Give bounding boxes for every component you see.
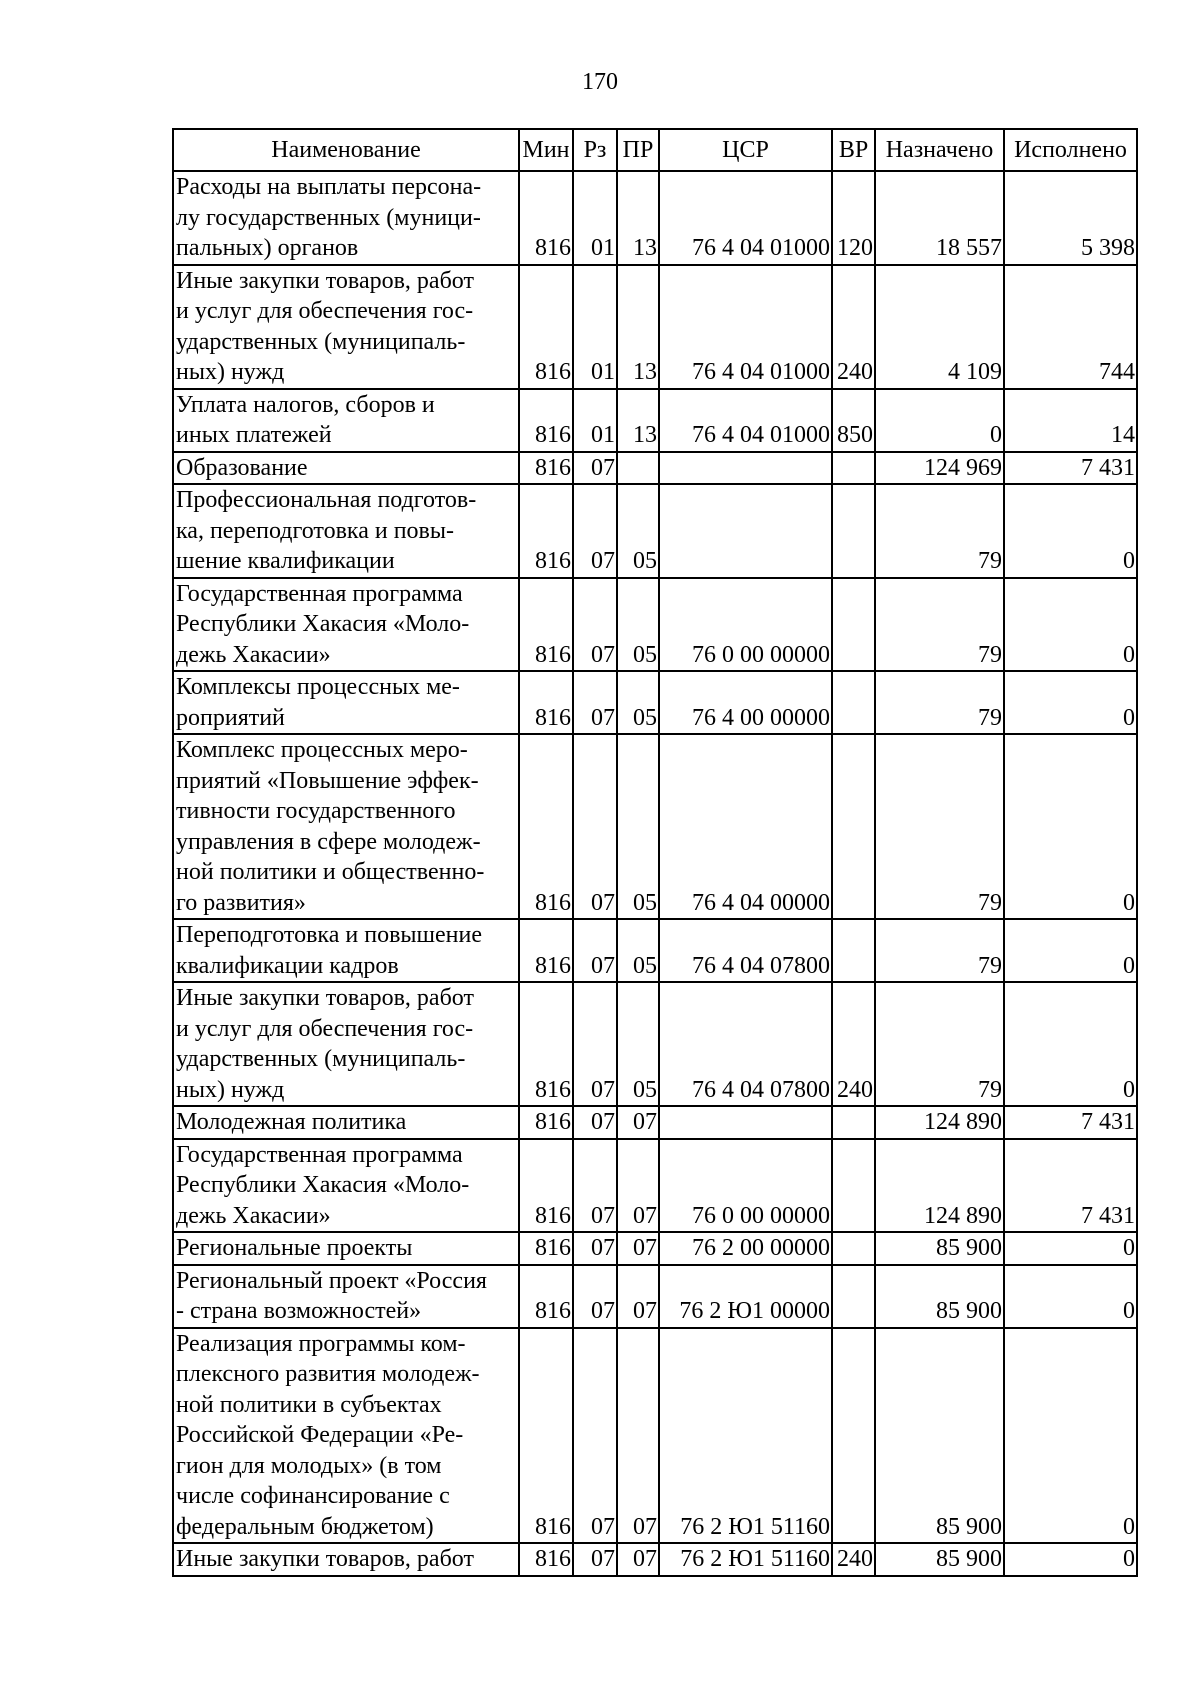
cell-csr: 76 4 04 01000 (659, 389, 832, 452)
cell-vr (832, 1139, 875, 1233)
cell-csr: 76 4 04 01000 (659, 171, 832, 265)
name-line: - страна возможностей» (176, 1298, 422, 1324)
table-row (173, 1139, 1137, 1233)
cell-min: 816 (519, 1106, 573, 1139)
cell-csr: 76 4 00 00000 (659, 671, 832, 734)
name-line: и услуг для обеспечения гос- (176, 1015, 474, 1042)
name-line: ных) нужд (176, 359, 285, 385)
cell-assigned: 79 (875, 919, 1004, 982)
cell-vr (832, 1106, 875, 1139)
header-executed: Исполнено (1004, 129, 1137, 171)
cell-min: 816 (519, 1139, 573, 1233)
name-line: ударственных (муниципаль- (176, 328, 466, 355)
cell-name (173, 1265, 519, 1328)
cell-assigned: 124 890 (875, 1106, 1004, 1139)
cell-rz: 07 (573, 734, 617, 919)
name-line: гион для молодых» (в том (176, 1452, 442, 1479)
table-row (173, 1265, 1137, 1328)
cell-min: 816 (519, 1232, 573, 1265)
header-csr: ЦСР (659, 129, 832, 171)
name-line: ной политики в субъектах (176, 1391, 442, 1418)
cell-name (173, 389, 519, 452)
cell-assigned: 124 890 (875, 1139, 1004, 1233)
name-line: Иные закупки товаров, работ (176, 985, 474, 1011)
name-line: и услуг для обеспечения гос- (176, 298, 474, 324)
cell-pr: 05 (617, 982, 659, 1106)
table-row (173, 982, 1137, 1106)
name-line: тивности государственного (176, 798, 456, 824)
cell-assigned: 85 900 (875, 1232, 1004, 1265)
cell-name (173, 919, 519, 982)
cell-executed: 0 (1004, 1328, 1137, 1544)
cell-assigned: 124 969 (875, 452, 1004, 485)
name-line: Государственная программа (176, 1141, 463, 1168)
cell-assigned: 79 (875, 982, 1004, 1106)
cell-min: 816 (519, 1328, 573, 1544)
table-row (173, 919, 1137, 982)
cell-csr: 76 4 04 07800 (659, 919, 832, 982)
cell-pr: 05 (617, 734, 659, 919)
cell-executed: 7 431 (1004, 452, 1137, 485)
name-line: ной политики и общественно- (176, 859, 485, 885)
cell-executed: 5 398 (1004, 171, 1137, 265)
name-line: Региональные проекты (176, 1235, 413, 1261)
cell-csr: 76 2 00 00000 (659, 1232, 832, 1265)
name-line: ударственных (муниципаль- (176, 1046, 466, 1072)
table-row (173, 734, 1137, 919)
cell-executed: 7 431 (1004, 1139, 1137, 1233)
name-line: Иные закупки товаров, работ (176, 1546, 474, 1572)
cell-name (173, 671, 519, 734)
name-line: Образование (176, 454, 308, 481)
cell-vr (832, 1265, 875, 1328)
cell-executed: 0 (1004, 484, 1137, 578)
cell-pr: 05 (617, 484, 659, 578)
name-line: Республики Хакасия «Моло- (176, 611, 470, 637)
name-line: Комплекс процессных меро- (176, 737, 468, 763)
cell-vr: 240 (832, 265, 875, 389)
cell-name (173, 1328, 519, 1544)
table-row (173, 1232, 1137, 1265)
cell-executed: 0 (1004, 982, 1137, 1106)
name-line: Региональный проект «Россия (176, 1267, 487, 1294)
cell-name (173, 578, 519, 672)
cell-name (173, 982, 519, 1106)
cell-pr: 05 (617, 671, 659, 734)
cell-pr: 07 (617, 1232, 659, 1265)
header-name: Наименование (173, 129, 519, 171)
table-body (173, 171, 1137, 1576)
cell-executed: 744 (1004, 265, 1137, 389)
table-row (173, 389, 1137, 452)
cell-vr: 120 (832, 171, 875, 265)
cell-executed: 0 (1004, 1232, 1137, 1265)
cell-pr: 07 (617, 1139, 659, 1233)
cell-csr: 76 2 Ю1 00000 (659, 1265, 832, 1328)
cell-vr (832, 1232, 875, 1265)
table-row (173, 452, 1137, 485)
cell-rz: 07 (573, 982, 617, 1106)
name-line: ка, переподготовка и повы- (176, 517, 454, 544)
cell-name (173, 452, 519, 485)
page-number: 170 (582, 69, 618, 95)
table-row (173, 578, 1137, 672)
cell-vr: 240 (832, 1543, 875, 1576)
cell-rz: 07 (573, 671, 617, 734)
name-line: пальных) органов (176, 235, 359, 261)
cell-assigned: 18 557 (875, 171, 1004, 265)
name-line: дежь Хакасии» (176, 641, 331, 668)
name-line: квалификации кадров (176, 952, 399, 979)
cell-assigned: 0 (875, 389, 1004, 452)
cell-vr (832, 1328, 875, 1544)
name-line: Государственная программа (176, 580, 463, 607)
cell-rz: 07 (573, 452, 617, 485)
cell-assigned: 79 (875, 671, 1004, 734)
cell-min: 816 (519, 484, 573, 578)
header-min: Мин (519, 129, 573, 171)
cell-rz: 07 (573, 1265, 617, 1328)
name-line: ных) нужд (176, 1076, 285, 1103)
cell-rz: 07 (573, 1328, 617, 1544)
cell-vr: 850 (832, 389, 875, 452)
cell-pr: 07 (617, 1543, 659, 1576)
cell-min: 816 (519, 1543, 573, 1576)
cell-name (173, 1232, 519, 1265)
cell-pr (617, 452, 659, 485)
cell-csr: 76 2 Ю1 51160 (659, 1328, 832, 1544)
name-line: иных платежей (176, 422, 332, 448)
header-rz: Рз (573, 129, 617, 171)
cell-csr (659, 484, 832, 578)
name-line: Расходы на выплаты персона- (176, 174, 482, 200)
cell-min: 816 (519, 452, 573, 485)
name-line: Реализация программы ком- (176, 1330, 466, 1357)
table-row (173, 265, 1137, 389)
name-line: лу государственных (муници- (176, 204, 481, 231)
name-line: Российской Федерации «Ре- (176, 1422, 464, 1448)
cell-vr (832, 919, 875, 982)
header-assigned: Назначено (875, 129, 1004, 171)
table-row (173, 484, 1137, 578)
cell-csr: 76 2 Ю1 51160 (659, 1543, 832, 1576)
name-line: приятий «Повышение эффек- (176, 767, 479, 794)
header-vr: ВР (832, 129, 875, 171)
name-line: Республики Хакасия «Моло- (176, 1172, 470, 1198)
name-line: Молодежная политика (176, 1109, 407, 1135)
table-header-row (173, 129, 1137, 171)
cell-csr: 76 4 04 00000 (659, 734, 832, 919)
name-line: роприятий (176, 704, 285, 731)
name-line: числе софинансирование с (176, 1483, 450, 1509)
cell-vr (832, 484, 875, 578)
cell-name (173, 484, 519, 578)
cell-name (173, 171, 519, 265)
cell-assigned: 79 (875, 734, 1004, 919)
header-pr: ПР (617, 129, 659, 171)
name-line: дежь Хакасии» (176, 1202, 331, 1229)
cell-min: 816 (519, 1265, 573, 1328)
cell-csr: 76 4 04 07800 (659, 982, 832, 1106)
cell-pr: 13 (617, 389, 659, 452)
cell-name (173, 265, 519, 389)
cell-rz: 07 (573, 578, 617, 672)
table-row (173, 1328, 1137, 1544)
name-line: го развития» (176, 889, 306, 916)
cell-name (173, 1543, 519, 1576)
budget-table (172, 128, 1138, 1577)
table-row (173, 671, 1137, 734)
cell-rz: 07 (573, 1139, 617, 1233)
cell-executed: 0 (1004, 1265, 1137, 1328)
cell-min: 816 (519, 671, 573, 734)
name-line: Уплата налогов, сборов и (176, 391, 435, 418)
cell-min: 816 (519, 982, 573, 1106)
table-row (173, 1106, 1137, 1139)
cell-rz: 01 (573, 265, 617, 389)
name-line: Профессиональная подготов- (176, 487, 477, 513)
cell-min: 816 (519, 578, 573, 672)
name-line: Иные закупки товаров, работ (176, 267, 474, 294)
cell-pr: 07 (617, 1328, 659, 1544)
cell-rz: 01 (573, 171, 617, 265)
cell-name (173, 734, 519, 919)
name-line: Переподготовка и повышение (176, 922, 482, 948)
cell-rz: 07 (573, 1543, 617, 1576)
cell-rz: 07 (573, 484, 617, 578)
cell-csr: 76 0 00 00000 (659, 1139, 832, 1233)
cell-rz: 07 (573, 1232, 617, 1265)
name-line: управления в сфере молодеж- (176, 828, 481, 855)
cell-pr: 05 (617, 919, 659, 982)
cell-vr (832, 578, 875, 672)
cell-vr: 240 (832, 982, 875, 1106)
cell-name (173, 1139, 519, 1233)
name-line: плексного развития молодеж- (176, 1361, 480, 1387)
cell-executed: 0 (1004, 578, 1137, 672)
cell-vr (832, 671, 875, 734)
name-line: шение квалификации (176, 548, 395, 574)
cell-assigned: 79 (875, 578, 1004, 672)
cell-assigned: 85 900 (875, 1265, 1004, 1328)
cell-executed: 0 (1004, 734, 1137, 919)
cell-rz: 07 (573, 1106, 617, 1139)
cell-min: 816 (519, 389, 573, 452)
cell-csr: 76 0 00 00000 (659, 578, 832, 672)
cell-pr: 13 (617, 265, 659, 389)
cell-pr: 13 (617, 171, 659, 265)
cell-min: 816 (519, 265, 573, 389)
name-line: федеральным бюджетом) (176, 1513, 434, 1540)
cell-assigned: 79 (875, 484, 1004, 578)
cell-assigned: 85 900 (875, 1328, 1004, 1544)
cell-csr: 76 4 04 01000 (659, 265, 832, 389)
cell-vr (832, 452, 875, 485)
cell-executed: 0 (1004, 1543, 1137, 1576)
cell-executed: 7 431 (1004, 1106, 1137, 1139)
cell-vr (832, 734, 875, 919)
cell-assigned: 85 900 (875, 1543, 1004, 1576)
table-row (173, 171, 1137, 265)
cell-executed: 0 (1004, 671, 1137, 734)
cell-csr (659, 1106, 832, 1139)
cell-assigned: 4 109 (875, 265, 1004, 389)
cell-csr (659, 452, 832, 485)
cell-rz: 01 (573, 389, 617, 452)
cell-pr: 07 (617, 1106, 659, 1139)
table-row (173, 1543, 1137, 1576)
cell-min: 816 (519, 734, 573, 919)
name-line: Комплексы процессных ме- (176, 674, 460, 700)
cell-pr: 07 (617, 1265, 659, 1328)
cell-min: 816 (519, 171, 573, 265)
cell-executed: 0 (1004, 919, 1137, 982)
cell-executed: 14 (1004, 389, 1137, 452)
cell-name (173, 1106, 519, 1139)
cell-min: 816 (519, 919, 573, 982)
cell-pr: 05 (617, 578, 659, 672)
cell-rz: 07 (573, 919, 617, 982)
